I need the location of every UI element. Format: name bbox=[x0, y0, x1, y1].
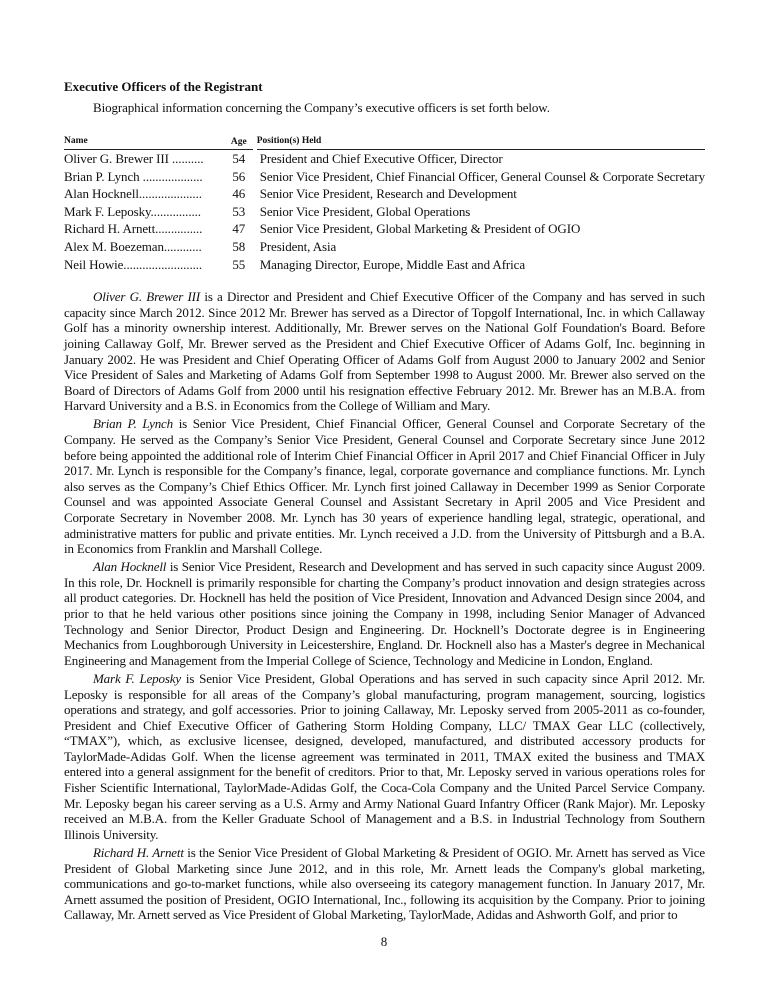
bio-text: is Senior Vice President, Chief Financial Officer, General Counsel and Corporate Secretary of the Company. He served as the Company’s Senior Vice President, General Counsel and Corporate Secretary since June 2012 before being appointed the additional role of Interim Chief Financial Officer in April 2017 and Chief Financial Officer in July 2017. Mr. Lynch is responsible for the Company’s finance, legal, corporate governance and compliance functions. Mr. Lynch also serves as the Company’s Chief Ethics Officer. Mr. Lynch first joined Callaway in December 1999 as Senior Corporate Counsel and was appointed Associate General Counsel and Assistant Secretary in April 2005 and Vice President and Corporate Secretary in November 2008. Mr. Lynch has 30 years of experience handling legal, strategic, operational, and administrative matters for public and private entities. Mr. Lynch received a J.D. from the University of Pittsburgh and a B.A. in Economics from Franklin and Marshall College. bbox=[64, 416, 705, 557]
bio-paragraph bbox=[64, 416, 705, 556]
section-heading: Executive Officers of the Registrant bbox=[64, 79, 263, 94]
bio-text: is Senior Vice President, Research and Development and has served in such capacity since August 2009. In this role, Dr. Hocknell is primarily responsible for charting the Company’s product innovation and design strategies across all product categories. Dr. Hocknell has held the position of Vice President, Innovation and Advanced Design since 2004, and prior to that he held various other positions since joining the Company in 1998, including Senior Manager of Advanced Technology and Senior Director, Product Design and Engineering. Dr. Hocknell’s Doctorate degree is in Engineering Mechanics from Loughborough University in Leicestershire, England. Dr. Hocknell also has a Master's degree in Mechanical Engineering and Management from the Imperial College of Science, Technology and Medicine in London, England. bbox=[64, 559, 705, 668]
officer-position: Senior Vice President, Global Marketing & President of OGIO bbox=[259, 221, 581, 237]
officer-name: Oliver G. Brewer III .......... bbox=[64, 151, 204, 166]
page-number: 8 bbox=[380, 934, 388, 949]
table-row bbox=[64, 150, 705, 168]
header-position: Position(s) Held bbox=[257, 135, 705, 150]
table-row bbox=[64, 256, 705, 274]
officer-name: Brian P. Lynch ................... bbox=[64, 168, 203, 184]
officer-age: 53 bbox=[232, 203, 246, 219]
bio-name: Oliver G. Brewer III bbox=[93, 289, 201, 305]
officer-name: Alan Hocknell.................... bbox=[64, 186, 202, 202]
officer-age: 56 bbox=[232, 168, 246, 184]
bio-name: Brian P. Lynch bbox=[93, 416, 174, 432]
table-row bbox=[64, 203, 705, 221]
bio-name: Mark F. Leposky bbox=[93, 670, 182, 686]
officer-age: 46 bbox=[232, 186, 246, 202]
bio-name: Alan Hocknell bbox=[93, 559, 167, 575]
officer-position: Senior Vice President, Chief Financial Officer, General Counsel & Corporate Secretary bbox=[259, 168, 705, 184]
officer-position: Senior Vice President, Research and Development bbox=[259, 186, 517, 202]
bio-paragraph bbox=[64, 559, 705, 668]
document-page bbox=[64, 78, 705, 925]
bio-paragraph bbox=[64, 845, 705, 923]
officer-age: 54 bbox=[232, 151, 246, 166]
executive-officers-table bbox=[64, 135, 705, 273]
officer-age: 55 bbox=[232, 256, 246, 272]
bio-text: is the Senior Vice President of Global Marketing & President of OGIO. Mr. Arnett has served as Vice President of Global Marketing since June 2012, and in this role, Mr. Arnett leads the Company's global marketing, communications and go-to-market functions, while also overseeing its category management function. In January 2017, Mr. Arnett assumed the position of President, OGIO International, Inc., following its acquisition by the Company. Prior to joining Callaway, Mr. Arnett served as Vice President of Global Marketing, TaylorMade, Adidas and Ashworth Golf, and prior to bbox=[64, 844, 706, 923]
table-header-row bbox=[64, 135, 705, 150]
officer-age: 47 bbox=[232, 221, 246, 237]
table-row bbox=[64, 220, 705, 238]
officer-name: Neil Howie......................... bbox=[64, 256, 203, 272]
intro-paragraph: Biographical information concerning the Company’s executive officers is set forth below. bbox=[93, 100, 550, 115]
officer-name: Alex M. Boezeman............ bbox=[64, 238, 202, 254]
table-row bbox=[64, 185, 705, 203]
officer-age: 58 bbox=[232, 238, 246, 254]
officer-name: Richard H. Arnett............... bbox=[64, 221, 203, 237]
officer-name: Mark F. Leposky................ bbox=[64, 203, 201, 219]
bio-paragraph bbox=[64, 289, 705, 414]
header-age: Age bbox=[225, 135, 253, 150]
bio-text: is a Director and President and Chief Executive Officer of the Company and has served in such capacity since March 2012. Since 2012 Mr. Brewer has served as a Director of Topgolf International, Inc. in which Callaway Golf has a minority ownership interest. Additionally, Mr. Brewer serves on the National Golf Foundation's Board. Before joining Callaway Golf, Mr. Brewer served as the President and Chief Executive Officer of Adams Golf, Inc. beginning in January 2002. He was President and Chief Operating Officer of Adams Golf from August 2000 to January 2002 and Senior Vice President of Sales and Marketing of Adams Golf from September 1998 to August 2000. Mr. Brewer also served on the Board of Directors of Adams Golf from 2000 until his resignation effective February 2012. Mr. Brewer has an M.B.A. from Harvard University and a B.S. in Economics from the College of William and Mary. bbox=[64, 289, 705, 414]
bio-paragraph bbox=[64, 671, 705, 843]
bio-name: Richard H. Arnett bbox=[93, 844, 184, 860]
officer-position: Senior Vice President, Global Operations bbox=[259, 203, 471, 219]
table-row bbox=[64, 238, 705, 256]
officer-position: President and Chief Executive Officer, Director bbox=[259, 151, 503, 166]
biographies bbox=[64, 289, 705, 923]
officer-position: Managing Director, Europe, Middle East and Africa bbox=[259, 256, 526, 272]
officer-position: President, Asia bbox=[259, 238, 337, 254]
header-name: Name bbox=[64, 135, 225, 150]
table-row bbox=[64, 168, 705, 186]
bio-text: is Senior Vice President, Global Operations and has served in such capacity since April 2012. Mr. Leposky is responsible for all areas of the Company’s global manufacturing, program management, sourcing, logistics operations and strategy, and golf accessories. Prior to joining Callaway, Mr. Leposky served from 2005-2011 as co-founder, President and Chief Executive Officer of Gathering Storm Holding Company, LLC/ TMAX Gear LLC (collectively, “TMAX”), which, as exclusive licensee, designed, developed, manufactured, and distributed accessory products for TaylorMade-Adidas Golf. When the license agreement was terminated in 2011, TMAX exited the business and TMAX entered into a general assignment for the benefit of creditors. Prior to that, Mr. Leposky served in various operations roles for Fisher Scientific International, TaylorMade-Adidas Golf, the Coca-Cola Company and the United Parcel Service Company. Mr. Leposky began his career serving as a U.S. Army and Army National Guard Infantry Officer (Rank Major). Mr. Leposky received an M.B.A. from the Keller Graduate School of Management and a B.S. in Industrial Technology from Southern Illinois University. bbox=[64, 670, 705, 842]
